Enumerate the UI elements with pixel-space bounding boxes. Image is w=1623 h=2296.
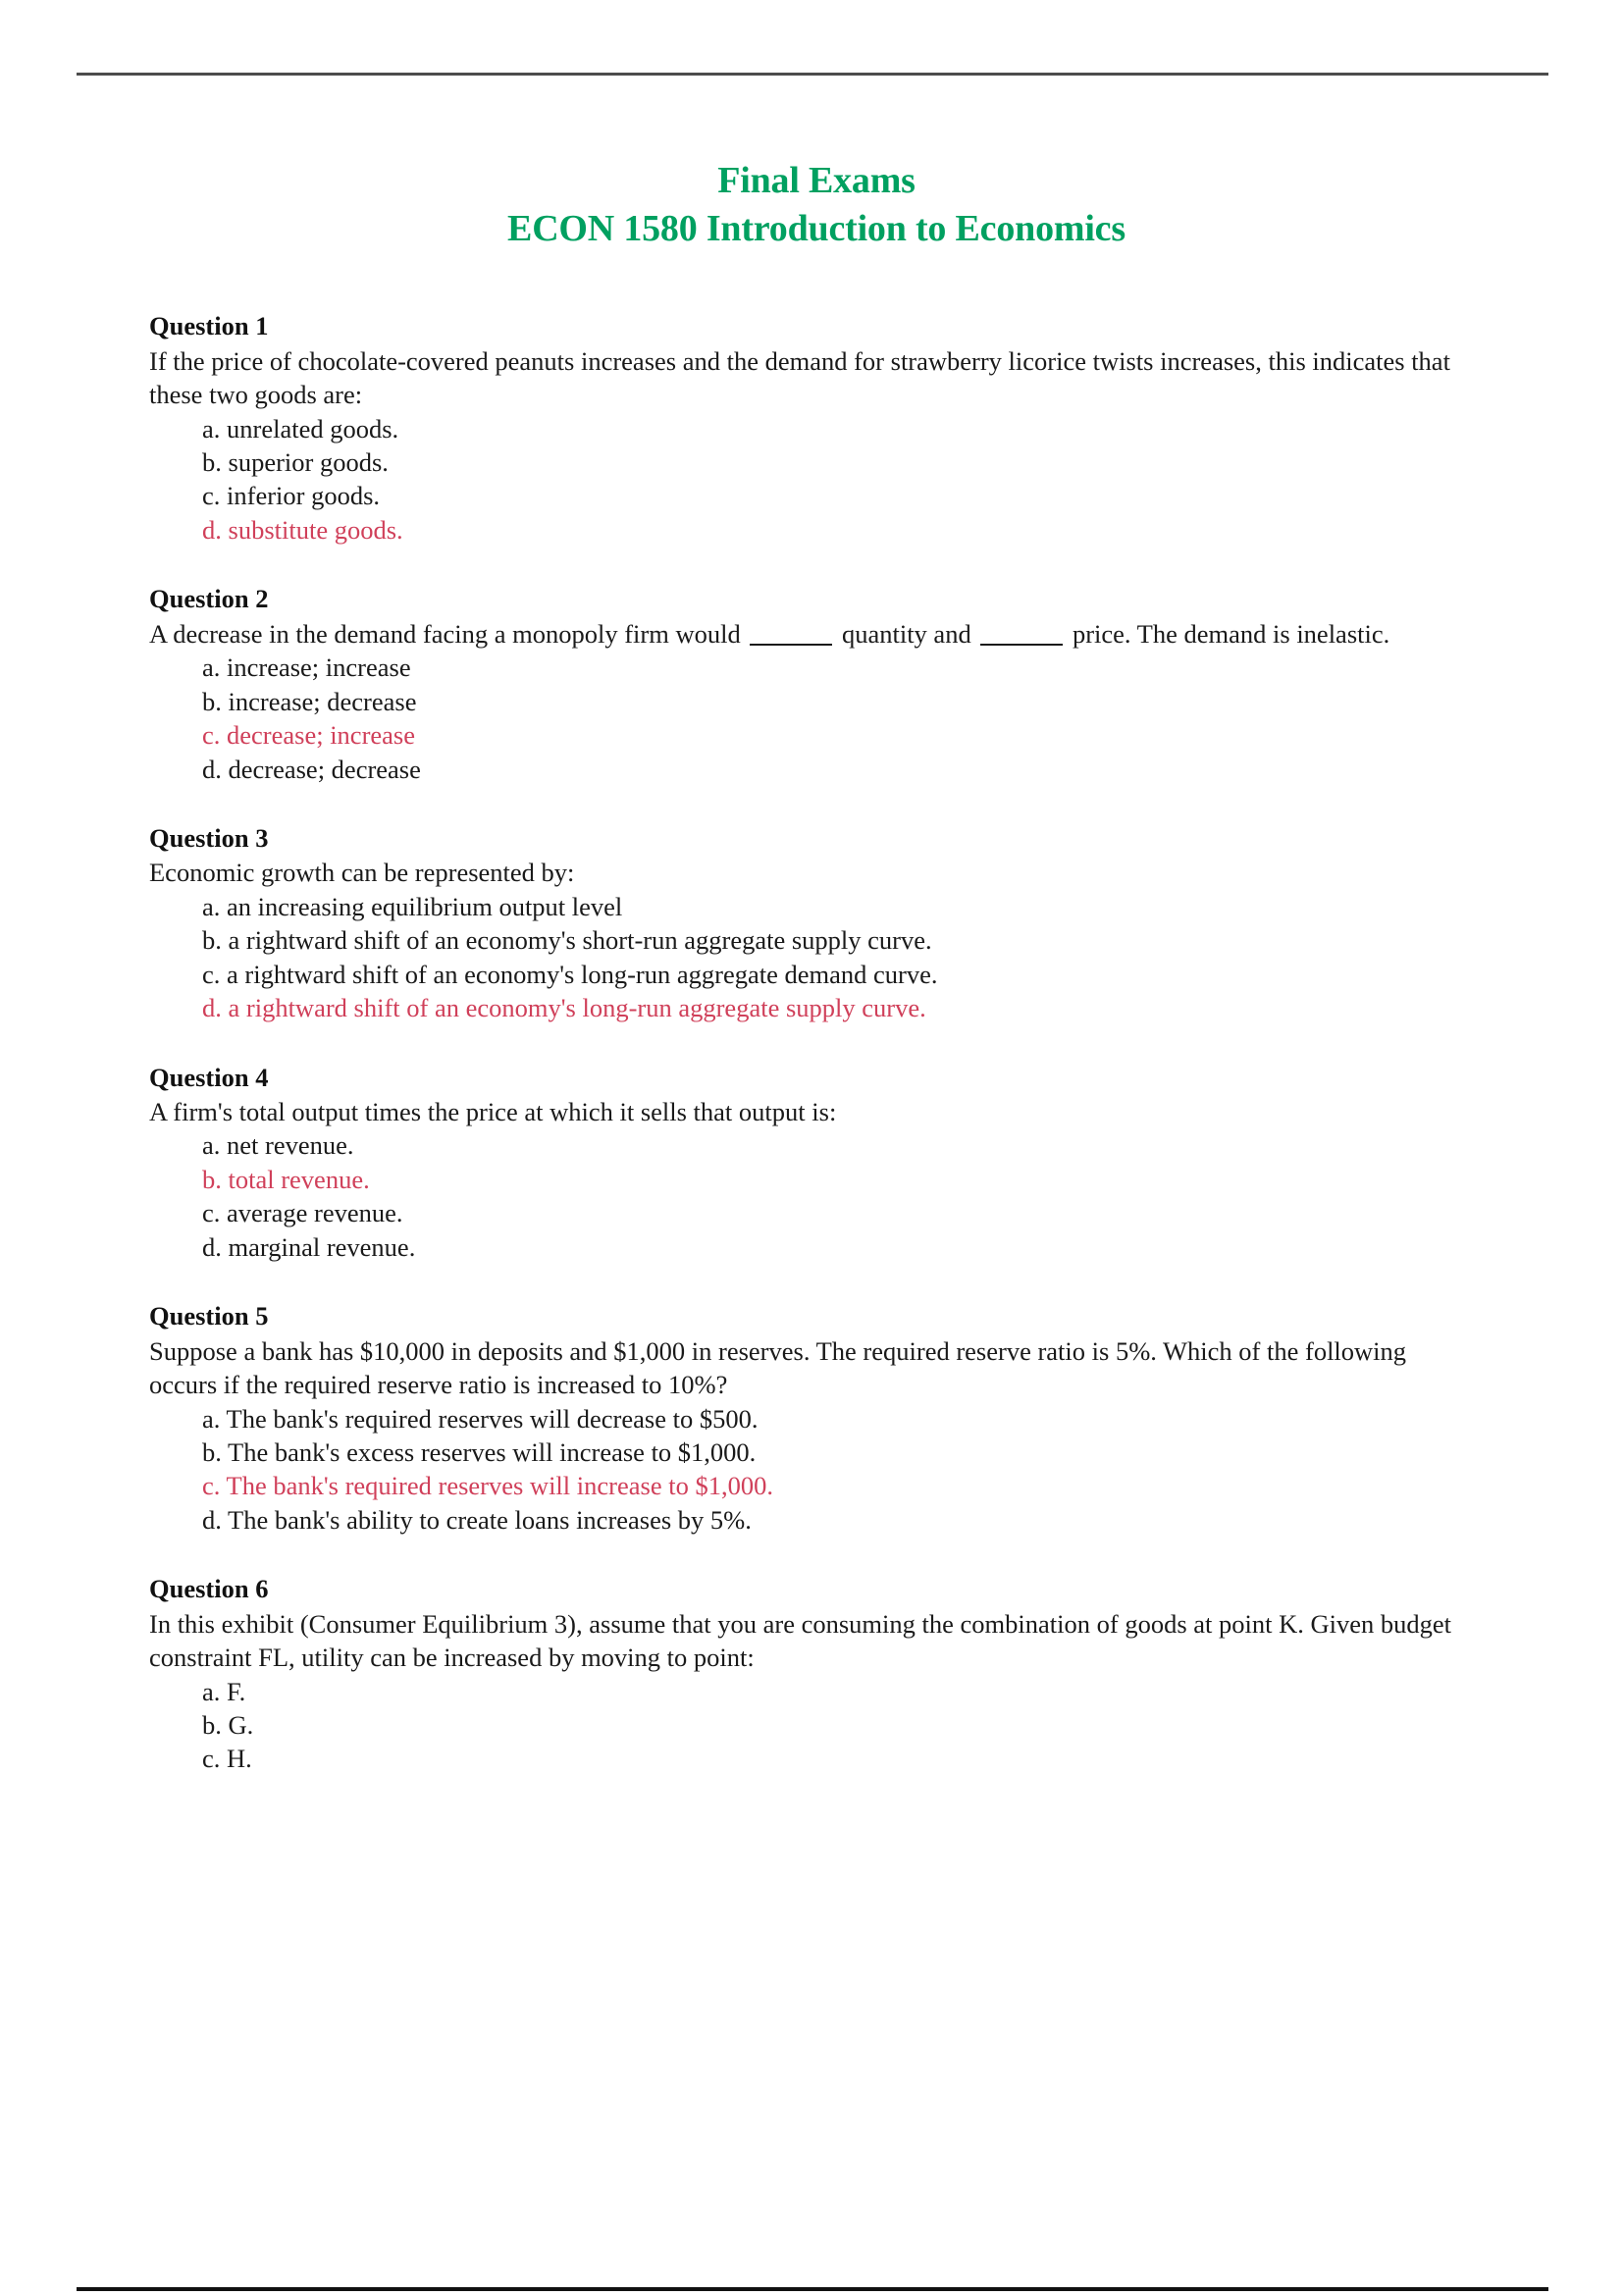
- question-stem-text: price. The demand is inelastic.: [1066, 618, 1390, 649]
- question-stem-text: Economic growth can be represented by:: [149, 858, 575, 888]
- question-heading: Question 3: [149, 822, 269, 853]
- question-block: [149, 1061, 1484, 1265]
- answer-option[interactable]: c. a rightward shift of an economy's long-run aggregate demand curve.: [202, 959, 938, 989]
- answer-option[interactable]: d. decrease; decrease: [202, 754, 421, 784]
- answer-option[interactable]: b. a rightward shift of an economy's short-run aggregate supply curve.: [202, 925, 932, 956]
- answer-option[interactable]: b. increase; decrease: [202, 686, 417, 716]
- question-stem: [149, 856, 1454, 889]
- document-title-block: [149, 157, 1484, 252]
- answer-option-correct[interactable]: d. a rightward shift of an economy's long-run aggregate supply curve.: [202, 993, 926, 1023]
- answer-option[interactable]: c. H.: [202, 1744, 252, 1774]
- question-stem-text: In this exhibit (Consumer Equilibrium 3), assume that you are consuming the combination of goods at point K. Given budget constraint FL, utility can be increased by moving to point:: [149, 1608, 1452, 1673]
- fill-in-blank: [980, 644, 1063, 646]
- answer-option[interactable]: a. F.: [202, 1676, 246, 1706]
- answer-option[interactable]: c. average revenue.: [202, 1198, 403, 1228]
- answer-options: [149, 890, 1484, 1025]
- answer-option[interactable]: b. The bank's excess reserves will increase to $1,000.: [202, 1436, 757, 1467]
- answer-option[interactable]: b. G.: [202, 1710, 254, 1740]
- question-heading: Question 2: [149, 584, 269, 614]
- answer-options: [149, 412, 1484, 548]
- answer-option[interactable]: d. marginal revenue.: [202, 1231, 416, 1262]
- exam-title-line-1: Final Exams: [717, 160, 916, 201]
- question-stem-text: A firm's total output times the price at which it sells that output is:: [149, 1097, 837, 1126]
- document-content: [149, 157, 1484, 1811]
- question-stem-text: If the price of chocolate-covered peanuts increases and the demand for strawberry licorice twists increases, this indicates that these two goods are:: [149, 345, 1450, 410]
- question-stem-text: A decrease in the demand facing a monopoly firm would: [149, 618, 748, 649]
- questions-list: [149, 309, 1484, 1776]
- answer-option-correct[interactable]: b. total revenue.: [202, 1164, 370, 1194]
- answer-options: [149, 1128, 1484, 1264]
- answer-option[interactable]: a. The bank's required reserves will decrease to $500.: [202, 1403, 759, 1434]
- answer-options: [149, 651, 1484, 786]
- answer-option[interactable]: a. increase; increase: [202, 652, 411, 683]
- question-stem: [149, 1095, 1454, 1128]
- question-block: [149, 309, 1484, 547]
- answer-option[interactable]: d. The bank's ability to create loans increases by 5%.: [202, 1504, 752, 1535]
- answer-option[interactable]: a. an increasing equilibrium output level: [202, 891, 623, 921]
- answer-option-correct[interactable]: c. decrease; increase: [202, 720, 415, 751]
- exam-title-line-2: ECON 1580 Introduction to Economics: [507, 207, 1126, 249]
- answer-option-correct[interactable]: c. The bank's required reserves will increase to $1,000.: [202, 1471, 773, 1501]
- question-stem: [149, 344, 1454, 412]
- footer-divider: [77, 2287, 1548, 2291]
- answer-option[interactable]: b. superior goods.: [202, 447, 389, 477]
- question-heading: Question 6: [149, 1574, 269, 1604]
- question-heading: Question 4: [149, 1062, 269, 1092]
- header-divider: [77, 73, 1548, 76]
- question-heading: Question 5: [149, 1301, 269, 1331]
- question-stem: [149, 617, 1454, 651]
- answer-option[interactable]: a. net revenue.: [202, 1130, 354, 1161]
- question-stem: [149, 1334, 1454, 1402]
- question-stem: [149, 1607, 1454, 1675]
- question-block: [149, 1572, 1484, 1776]
- question-block: [149, 582, 1484, 786]
- question-heading: Question 1: [149, 311, 269, 341]
- question-block: [149, 1299, 1484, 1537]
- answer-option[interactable]: c. inferior goods.: [202, 481, 381, 511]
- question-stem-text: quantity and: [835, 618, 978, 649]
- question-block: [149, 821, 1484, 1025]
- answer-options: [149, 1402, 1484, 1538]
- answer-option[interactable]: a. unrelated goods.: [202, 413, 399, 444]
- answer-option-correct[interactable]: d. substitute goods.: [202, 514, 403, 545]
- fill-in-blank: [750, 644, 832, 646]
- question-stem-text: Suppose a bank has $10,000 in deposits and $1,000 in reserves. The required reserve ratio is 5%. Which of the following occurs if the required reserve ratio is increased to 10%?: [149, 1335, 1407, 1400]
- answer-options: [149, 1675, 1484, 1776]
